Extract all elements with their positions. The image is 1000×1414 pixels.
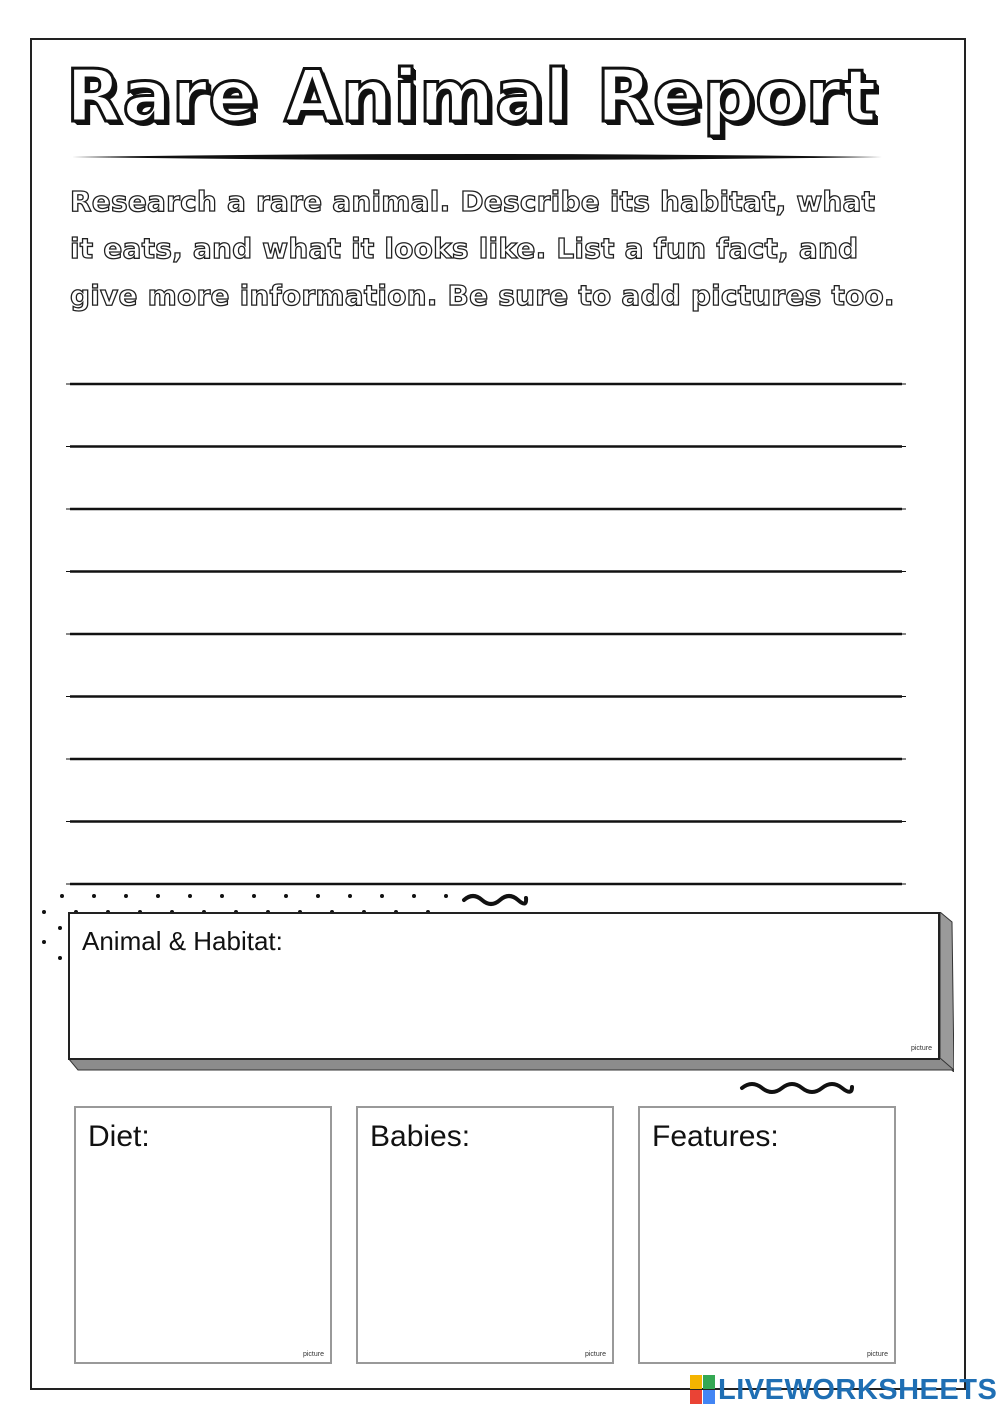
- picture-tag[interactable]: picture: [584, 1351, 606, 1358]
- instructions-text: Research a rare animal. Describe its habitat, what it eats, and what it looks like. List a fun fact, and give more information. Be sure to add pictures too.: [70, 185, 895, 312]
- diet-box[interactable]: [74, 1106, 332, 1364]
- animal-habitat-label: Animal & Habitat:: [82, 926, 283, 956]
- diet-label: Diet:: [88, 1120, 150, 1153]
- features-box[interactable]: [638, 1106, 896, 1364]
- features-label: Features:: [652, 1120, 779, 1153]
- writing-lines: [64, 370, 910, 890]
- liveworksheets-logo-icon: [690, 1375, 716, 1405]
- picture-tag[interactable]: picture: [302, 1351, 324, 1358]
- picture-tag[interactable]: picture: [866, 1351, 888, 1358]
- brand-name: LIVEWORKSHEETS: [718, 1373, 998, 1406]
- title-underline: [72, 150, 882, 164]
- habitat-box-shadow: [940, 912, 954, 1072]
- picture-tag[interactable]: picture: [910, 1045, 932, 1052]
- babies-box[interactable]: [356, 1106, 614, 1364]
- animal-habitat-box[interactable]: [68, 912, 940, 1060]
- decorative-squiggle: [460, 888, 530, 912]
- babies-label: Babies:: [370, 1120, 471, 1153]
- decorative-squiggle: [738, 1076, 858, 1100]
- habitat-box-shadow: [68, 1058, 954, 1072]
- liveworksheets-brand: [690, 1374, 997, 1406]
- page-title: Rare Animal Report: [66, 54, 878, 138]
